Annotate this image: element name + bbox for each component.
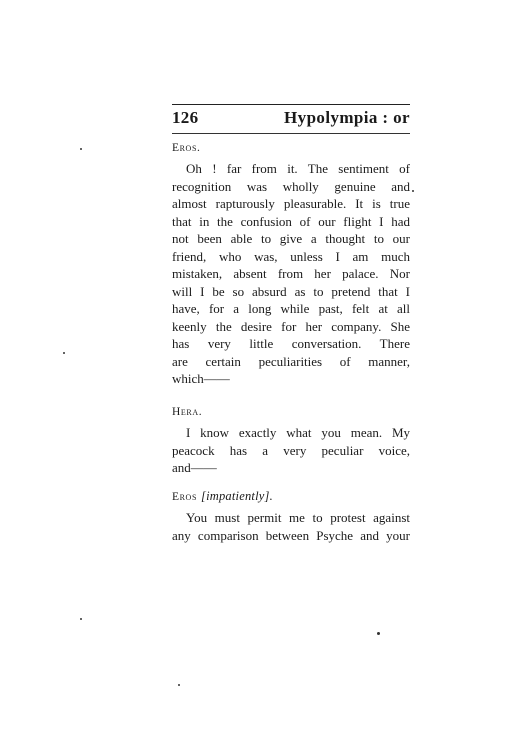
running-title: Hypolympia : or (284, 108, 410, 127)
text-line: will I be so absurd as to pretend that I (172, 283, 410, 299)
text-line: which—— (172, 371, 230, 386)
text-line: have, for a long while past, felt at all (172, 301, 410, 316)
text-line: not been able to give a thought to our (172, 231, 410, 246)
text-line: are certain peculiarities of manner, (172, 353, 410, 369)
text-line: recognition was wholly genuine and (172, 178, 410, 194)
text-line: Oh ! far from it. The sentiment of (186, 161, 410, 176)
speaker-name: Hera. (172, 406, 203, 418)
text-line: keenly the desire for her company. She (172, 318, 410, 334)
header-bottom-rule (172, 133, 410, 134)
speaker-name: Eros (172, 491, 197, 503)
scan-speck (178, 684, 180, 686)
text-line: friend, who was, unless I am much (172, 248, 410, 264)
speaker-label (172, 487, 410, 505)
scan-speck (80, 148, 82, 150)
stage-direction: [impatiently]. (201, 489, 273, 503)
page-number: 126 (172, 108, 199, 127)
scan-speck (80, 618, 82, 620)
speech-paragraph (172, 160, 410, 388)
text-line: and—— (172, 460, 217, 475)
text-line: that in the confusion of our flight I had (172, 213, 410, 229)
scan-speck (377, 632, 380, 635)
header-top-rule (172, 104, 410, 105)
running-head (172, 108, 410, 130)
text-line: has very little conversation. There (172, 336, 410, 351)
text-line: I know exactly what you mean. My (186, 425, 410, 440)
speech-paragraph (172, 424, 410, 477)
speaker-label (172, 138, 410, 156)
scan-speck (412, 190, 414, 192)
speaker-name: Eros. (172, 142, 201, 154)
text-line: any comparison between Psyche and your (172, 527, 410, 543)
scan-speck (63, 352, 65, 354)
speaker-label (172, 402, 410, 420)
text-line: You must permit me to protest against (186, 510, 410, 525)
text-line: almost rapturously pleasurable. It is true (172, 196, 410, 211)
speech-paragraph (172, 509, 410, 544)
text-line: peacock has a very peculiar voice, (172, 442, 410, 458)
text-line: mistaken, absent from her palace. Nor (172, 266, 410, 281)
